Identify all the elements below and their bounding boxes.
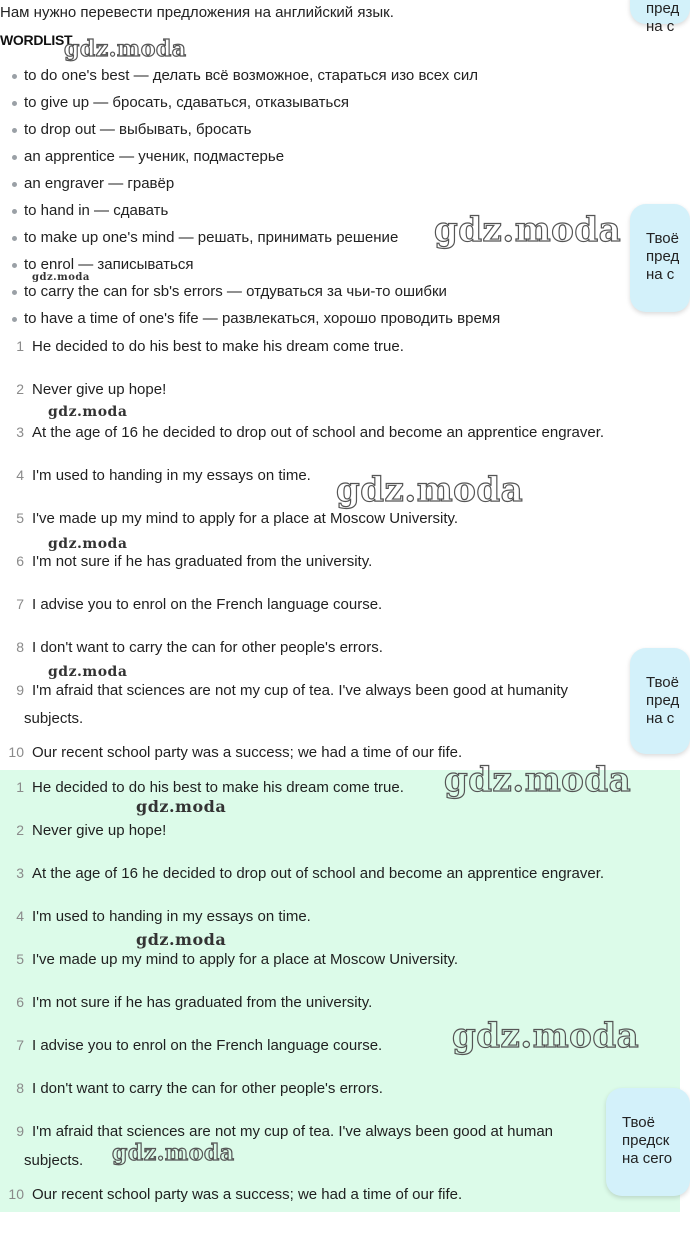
sentence-item: 2 Never give up hope! [16,381,167,398]
bullet-icon [12,290,17,295]
wordlist-item: to have a time of one's fife — развлекаться, хорошо проводить время [12,310,500,327]
sentence-item: 4 I'm used to handing in my essays on time. [16,467,311,484]
sentence-continuation: subjects. [24,710,84,727]
bullet-icon [12,209,17,214]
bullet-icon [12,317,17,322]
bullet-icon [12,263,17,268]
wordlist-item: to hand in — сдавать [12,202,168,219]
watermark: gdz.moda [32,272,90,283]
answer-sentence-item: 4 I'm used to handing in my essays on time. [16,908,311,925]
watermark: gdz.moda [48,536,128,552]
promo-bubble[interactable]: Твоё пред на с [630,204,690,312]
sentence-item: 3 At the age of 16 he decided to drop out of school and become an apprentice engraver. [16,424,605,441]
bullet-icon [12,182,17,187]
watermark: gdz.moda [434,210,622,250]
intro-text: Нам нужно перевести предложения на английский язык. [0,4,394,21]
wordlist-item: an engraver — гравёр [12,175,174,192]
watermark: gdz.moda [48,664,128,680]
promo-bubble[interactable]: Твоё предск на сего [606,1088,690,1196]
answer-sentence-continuation: subjects. [24,1152,84,1169]
answer-sentence-item: 1 He decided to do his best to make his dream come true. [16,779,404,796]
watermark: gdz.moda [48,404,128,420]
bullet-icon [12,155,17,160]
sentence-item: 5 I've made up my mind to apply for a place at Moscow University. [16,510,459,527]
sentence-item: 1 He decided to do his best to make his dream come true. [16,338,404,355]
sentence-item: 8 I don't want to carry the can for other people's errors. [16,639,383,656]
wordlist-item: to give up — бросать, сдаваться, отказываться [12,94,349,111]
answer-sentence-item: 7 I advise you to enrol on the French language course. [16,1037,383,1054]
promo-bubble[interactable]: пред на с [630,0,690,24]
answer-sentence-item: 10 Our recent school party was a success; we had a time of our fife. [8,1186,463,1203]
watermark: gdz.moda [336,470,524,510]
promo-bubble[interactable]: Твоё пред на с [630,648,690,754]
answer-sentence-item: 2 Never give up hope! [16,822,167,839]
wordlist-item: to carry the can for sb's errors — отдуваться за чьи-то ошибки [12,283,447,300]
wordlist-item: to make up one's mind — решать, принимать решение [12,229,398,246]
answer-sentence-item: 8 I don't want to carry the can for other people's errors. [16,1080,383,1097]
watermark: gdz.moda [452,1016,640,1056]
watermark: gdz.moda [444,760,632,800]
bullet-icon [12,101,17,106]
sentence-item: 10 Our recent school party was a success; we had a time of our fife. [8,744,463,761]
bullet-icon [12,236,17,241]
watermark: gdz.moda [112,1140,235,1166]
wordlist-title: WORDLIST [0,32,73,48]
answer-sentence-item: 9 I'm afraid that sciences are not my cup of tea. I've always been good at human [16,1123,554,1140]
wordlist-item: to drop out — выбывать, бросать [12,121,251,138]
wordlist-item: to enrol — записываться [12,256,194,273]
bullet-icon [12,128,17,133]
sentence-item: 7 I advise you to enrol on the French language course. [16,596,383,613]
wordlist-item: an apprentice — ученик, подмастерье [12,148,284,165]
answer-sentence-item: 6 I'm not sure if he has graduated from the university. [16,994,373,1011]
watermark: gdz.moda [136,797,227,816]
answer-sentence-item: 3 At the age of 16 he decided to drop out of school and become an apprentice engraver. [16,865,605,882]
sentence-item: 9 I'm afraid that sciences are not my cup of tea. I've always been good at humanity [16,682,569,699]
watermark: gdz.moda [136,930,227,949]
sentence-item: 6 I'm not sure if he has graduated from the university. [16,553,373,570]
answer-sentence-item: 5 I've made up my mind to apply for a place at Moscow University. [16,951,459,968]
wordlist-item: to do one's best — делать всё возможное, стараться изо всех сил [12,67,478,84]
watermark: gdz.moda [64,36,187,62]
bullet-icon [12,74,17,79]
